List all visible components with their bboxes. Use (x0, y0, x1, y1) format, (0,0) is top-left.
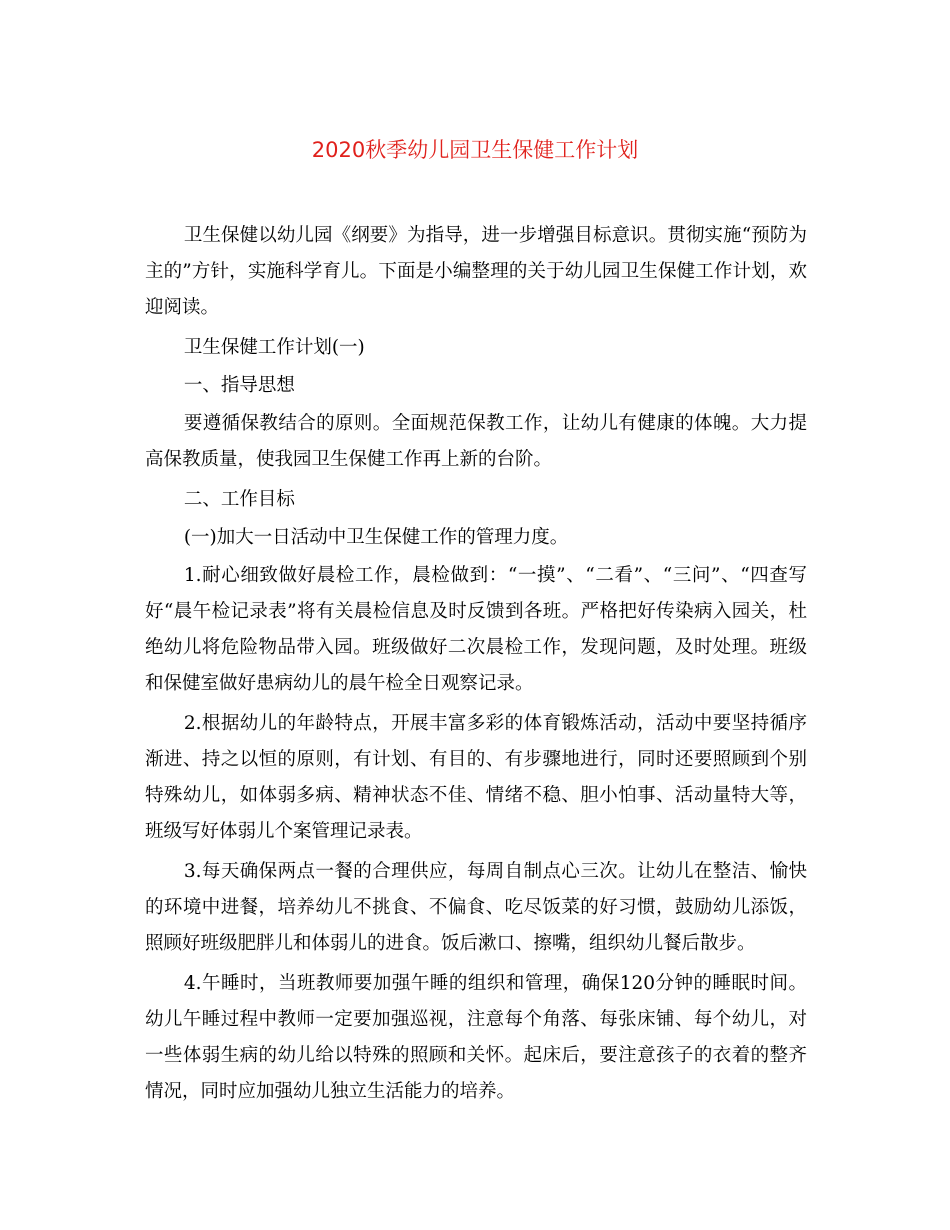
subsection-heading-management: (一)加大一日活动中卫生保健工作的管理力度。 (183, 527, 569, 548)
section-heading-work-goals: 二、工作目标 (183, 489, 295, 510)
document-title: 2020秋季幼儿园卫生保健工作计划 (311, 138, 639, 162)
document-body (145, 218, 807, 1114)
list-item-meals: 3.每天确保两点一餐的合理供应，每周自制点心三次。让幼儿在整洁、愉快的环境中进餐，培养幼儿不挑食、不偏食、吃尽饭菜的好习惯，鼓励幼儿添饭，照顾好班级肥胖儿和体弱儿的进食。饭后漱口、擦嘴，组织幼儿餐后散步。 (145, 861, 807, 954)
list-item-morning-check: 1.耐心细致做好晨检工作，晨检做到：“一摸”、“二看”、“三问”、“四查写好“晨午检记录表”将有关晨检信息及时反馈到各班。严格把好传染病入园关，杜绝幼儿将危险物品带入园。班级做好二次晨检工作，发现问题，及时处理。班级和保健室做好患病幼儿的晨午检全日观察记录。 (145, 565, 807, 694)
section-heading-guiding-ideology: 一、指导思想 (183, 375, 295, 396)
list-item-nap-time: 4.午睡时，当班教师要加强午睡的组织和管理，确保120分钟的睡眠时间。幼儿午睡过程中教师一定要加强巡视，注意每个角落、每张床铺、每个幼儿，对一些体弱生病的幼儿给以特殊的照顾和关怀。起床后，要注意孩子的衣着的整齐情况，同时应加强幼儿独立生活能力的培养。 (145, 973, 807, 1102)
section-heading-plan-one: 卫生保健工作计划(一) (183, 337, 365, 358)
guiding-ideology-paragraph: 要遵循保教结合的原则。全面规范保教工作，让幼儿有健康的体魄。大力提高保教质量，使我园卫生保健工作再上新的台阶。 (145, 413, 807, 470)
intro-paragraph: 卫生保健以幼儿园《纲要》为指导，进一步增强目标意识。贯彻实施“预防为主的”方针，实施科学育儿。下面是小编整理的关于幼儿园卫生保健工作计划，欢迎阅读。 (145, 225, 807, 318)
list-item-physical-activities: 2.根据幼儿的年龄特点，开展丰富多彩的体育锻炼活动，活动中要坚持循序渐进、持之以恒的原则，有计划、有目的、有步骤地进行，同时还要照顾到个别特殊幼儿，如体弱多病、精神状态不佳、情绪不稳、胆小怕事、活动量特大等，班级写好体弱儿个案管理记录表。 (145, 713, 807, 842)
